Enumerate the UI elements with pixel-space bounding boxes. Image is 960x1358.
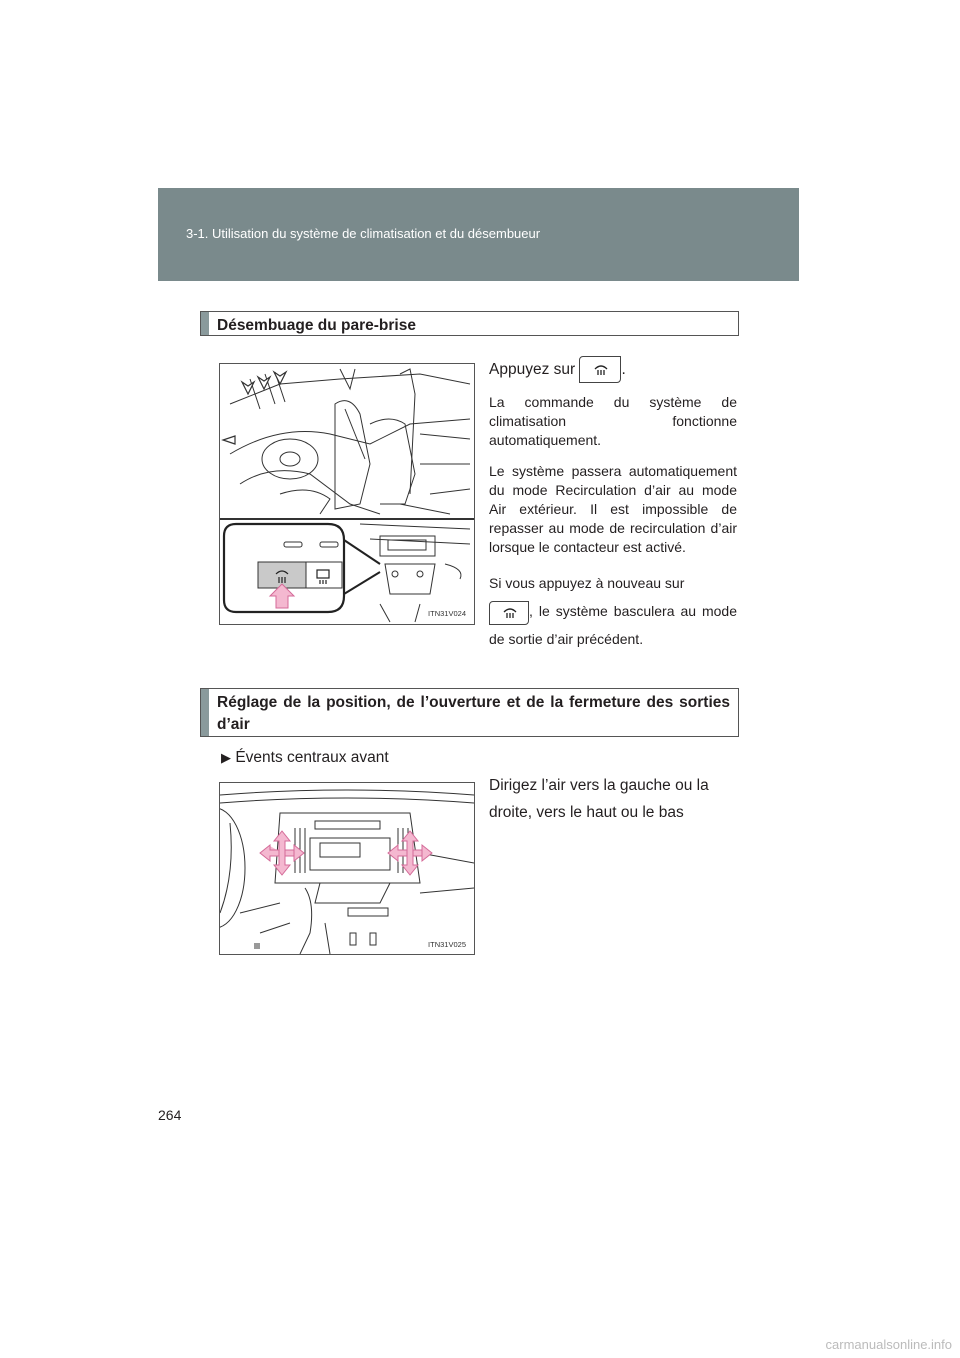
chapter-header	[158, 188, 799, 281]
triangle-bullet-icon: ▶	[221, 750, 231, 765]
bullet-front-center-vents	[221, 746, 389, 770]
vents-text	[489, 772, 737, 826]
section-heading-defrost	[200, 311, 739, 336]
note-auto: La commande du système de climatisation fonctionne automatiquement.	[489, 394, 737, 449]
section-heading-vents	[200, 688, 739, 737]
note-press-again-suffix: , le système basculera au mode de sortie d’air précédent.	[489, 603, 737, 648]
defrost-text	[489, 356, 737, 653]
figure-code: ITN31V024	[428, 609, 466, 618]
chapter-title: 3-1. Utilisation du système de climatisation et du désembueur	[186, 226, 541, 241]
interior-illustration	[220, 364, 474, 624]
instruction-suffix: .	[621, 361, 626, 378]
watermark: carmanualsonline.info	[825, 1337, 952, 1352]
vents-description: Dirigez l’air vers la gauche ou la droite, vers le haut ou le bas	[489, 777, 709, 821]
section-heading-text: Réglage de la position, de l’ouverture et de la fermeture des sorties d’air	[217, 694, 730, 733]
note-press-again-prefix: Si vous appuyez à nouveau sur	[489, 575, 685, 592]
note-press-again	[489, 569, 737, 653]
bullet-text: Évents centraux avant	[235, 749, 389, 766]
section-heading-text: Désembuage du pare-brise	[217, 317, 416, 334]
windshield-defroster-icon	[594, 364, 608, 376]
windshield-defroster-icon	[503, 607, 517, 619]
figure-interior-defroster	[219, 363, 475, 625]
figure-code: ITN31V025	[428, 940, 466, 949]
instruction-prefix: Appuyez sur	[489, 361, 576, 378]
dashboard-illustration	[220, 783, 474, 954]
instruction	[489, 356, 737, 383]
figure-center-vents	[219, 782, 475, 955]
note-recirculation: Le système passera automatiquement du mode Recirculation d’air au mode Air extérieur. Il est impossible de repasser au mode de recirculation d’air lorsque le contacteur est activé.	[489, 463, 737, 556]
page-number: 264	[158, 1107, 182, 1123]
windshield-defroster-button	[579, 356, 621, 383]
windshield-defroster-button	[489, 601, 529, 625]
